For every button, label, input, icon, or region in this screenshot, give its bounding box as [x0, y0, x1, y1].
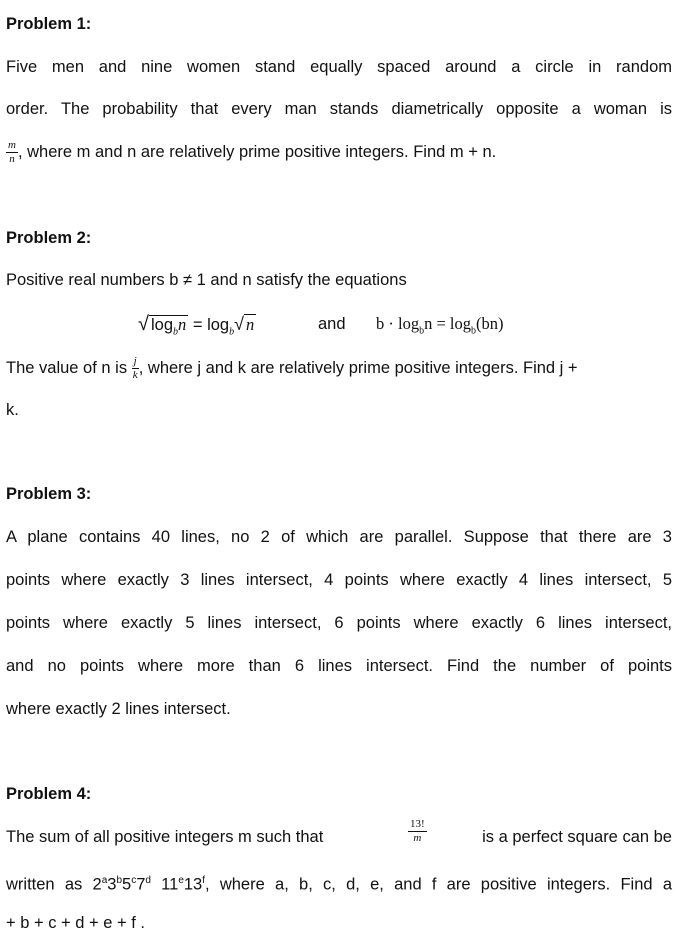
problem-1-line-2: order. The probability that every man stands diametrically opposite a woman is	[6, 100, 672, 118]
problem-2-line-2: The value of n is $\frac{j}{k}$ , where j and k are relatively prime positive integers. Find j +	[6, 355, 578, 381]
problem-4-fraction: $\frac{13!}{m}$	[410, 818, 425, 844]
problem-4-line-3: + b + c + d + e + f .	[6, 914, 145, 932]
problem-4-line-1: The sum of all positive integers m such that $\frac{13!}{m}$ is a perfect square can be	[6, 818, 672, 846]
problem-1-line-1: Five men and nine women stand equally spaced around a circle in random	[6, 58, 672, 76]
problem-2-line-1: Positive real numbers b ≠ 1 and n satisfy the equations	[6, 271, 407, 289]
problem-3-title: Problem 3:	[6, 485, 92, 503]
problem-1-line-3: $\frac{m}{n}$ , where m and n are relatively prime positive integers. Find m + n.	[8, 139, 497, 165]
problem-3-line-1: A plane contains 40 lines, no 2 of which are parallel. Suppose that there are 3	[6, 528, 672, 546]
problem-3-line-4: and no points where more than 6 lines intersect. Find the number of points	[6, 657, 672, 675]
problem-2-fraction: $\frac{j}{k}$	[132, 355, 138, 381]
equation-2: $b \cdot \log_bn = \log_b(bn)$	[376, 314, 504, 337]
equation-1: √ $\log_bn = \log_b√$ n	[138, 313, 255, 338]
problem-3-line-5: where exactly 2 lines intersect.	[6, 700, 231, 718]
problem-3-line-2: points where exactly 3 lines intersect, 4 points where exactly 4 lines intersect, 5	[6, 571, 672, 589]
problem-2-title: Problem 2:	[6, 229, 92, 247]
problem-3-line-3: points where exactly 5 lines intersect, 6 points where exactly 6 lines intersect,	[6, 614, 672, 632]
problem-1-fraction: $\frac{m}{n}$	[8, 139, 16, 165]
equation-and: and	[318, 315, 346, 333]
problem-2-line-3: k.	[6, 401, 19, 419]
problem-4-title: Problem 4:	[6, 785, 92, 803]
problem-4-line-2: written as 2$^a$3$^b$5$^c$7$^d$ 11e13$^f$, where a, b, c, d, e, and f are positive integers. Find a	[6, 875, 672, 894]
problem-1-title: Problem 1:	[6, 15, 92, 33]
